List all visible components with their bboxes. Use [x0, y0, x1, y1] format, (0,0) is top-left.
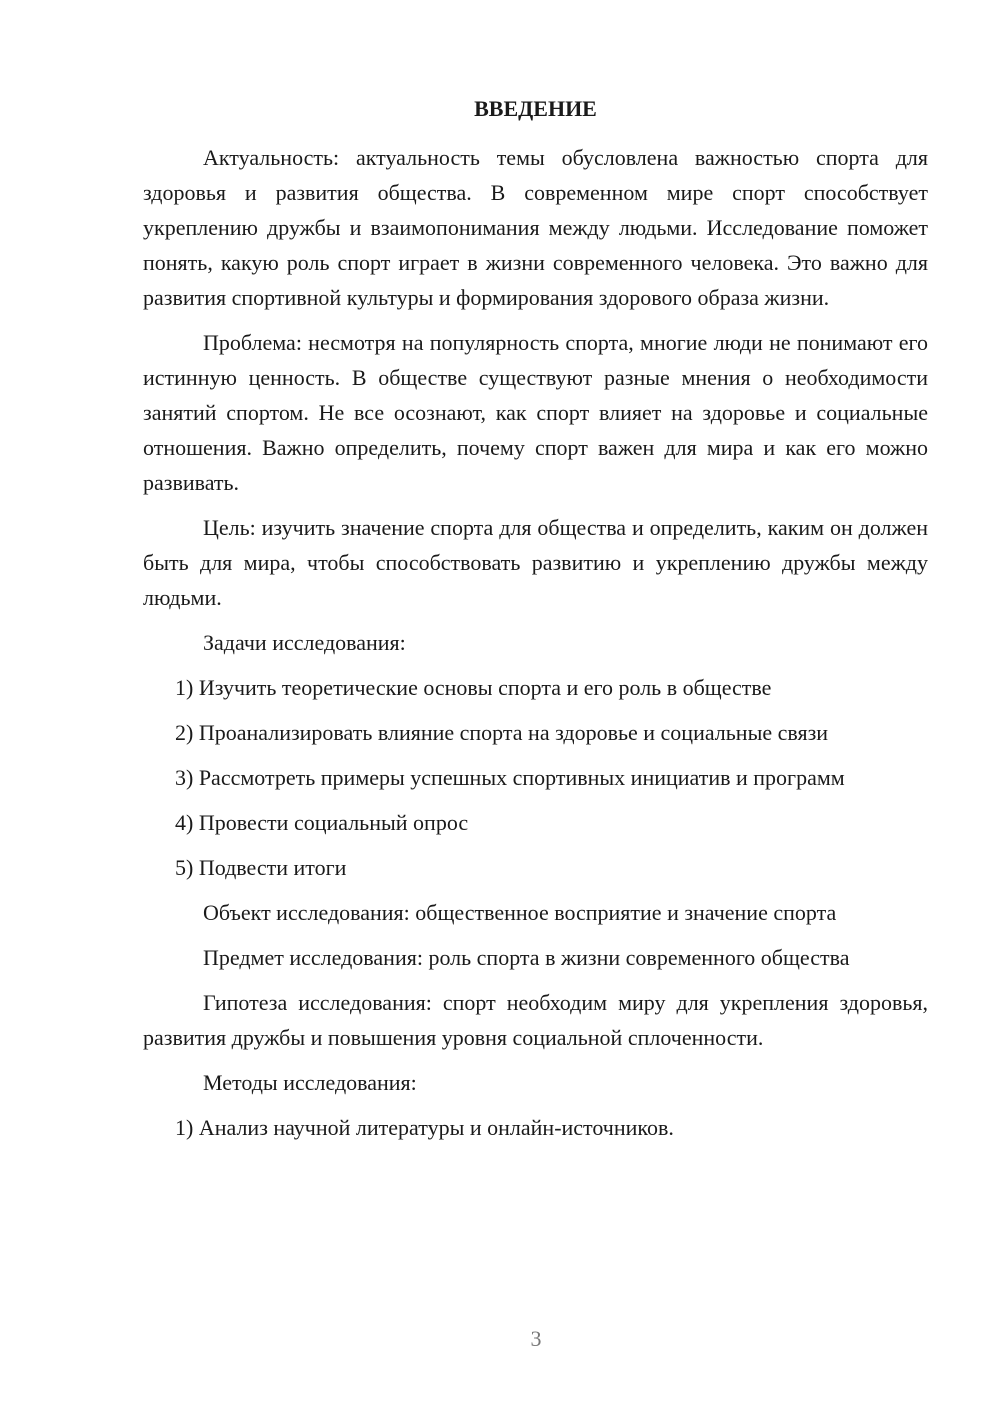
- goal-paragraph: Цель: изучить значение спорта для общества и определить, каким он должен быть для мира, чтобы способствовать развитию и укреплению дружбы между людьми.: [143, 515, 928, 610]
- research-hypothesis: Гипотеза исследования: спорт необходим миру для укрепления здоровья, развития дружбы и повышения уровня социальной сплоченности.: [143, 990, 928, 1050]
- task-item-4: 4) Провести социальный опрос: [175, 810, 469, 835]
- research-object: Объект исследования: общественное восприятие и значение спорта: [203, 900, 837, 925]
- method-item-1: 1) Анализ научной литературы и онлайн-источников.: [175, 1115, 674, 1140]
- research-subject: Предмет исследования: роль спорта в жизни современного общества: [203, 945, 850, 970]
- task-item-2: 2) Проанализировать влияние спорта на здоровье и социальные связи: [175, 720, 829, 745]
- task-item-3: 3) Рассмотреть примеры успешных спортивных инициатив и программ: [175, 765, 845, 790]
- task-item-5: 5) Подвести итоги: [175, 855, 347, 880]
- task-item-1: 1) Изучить теоретические основы спорта и его роль в обществе: [175, 675, 772, 700]
- section-title: ВВЕДЕНИЕ: [474, 96, 597, 121]
- page-number: 3: [530, 1326, 542, 1351]
- methods-heading: Методы исследования:: [203, 1070, 417, 1095]
- tasks-heading: Задачи исследования:: [203, 630, 406, 655]
- problem-paragraph: Проблема: несмотря на популярность спорта, многие люди не понимают его истинную ценность. В обществе существуют разные мнения о необходимости занятий спортом. Не все осознают, как спорт влияет на здоровье и социальные отношения. Важно определить, почему спорт важен для мира и как его можно развивать.: [143, 330, 928, 495]
- relevance-paragraph: Актуальность: актуальность темы обусловлена важностью спорта для здоровья и развития общества. В современном мире спорт способствует укреплению дружбы и взаимопонимания между людьми. Исследование поможет понять, какую роль спорт играет в жизни современного человека. Это важно для развития спортивной культуры и формирования здорового образа жизни.: [143, 145, 928, 310]
- document-body: [143, 94, 928, 1155]
